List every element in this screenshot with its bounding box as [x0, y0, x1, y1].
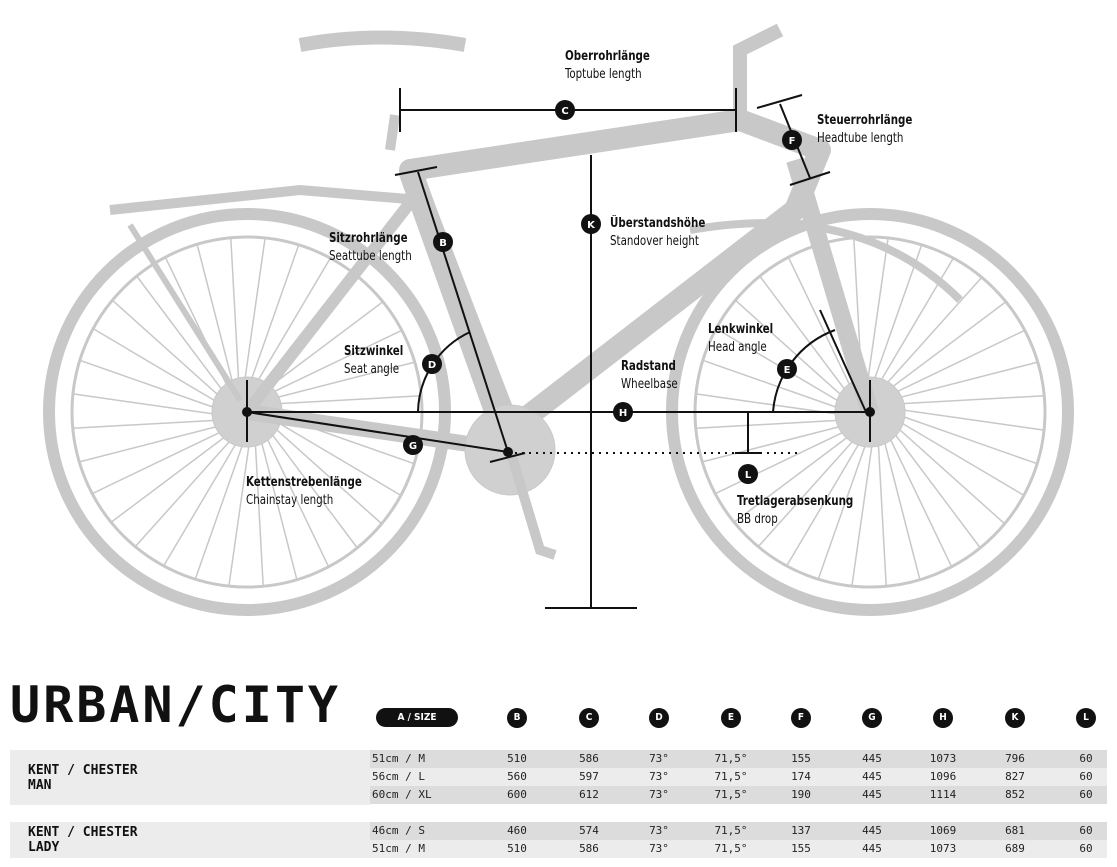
- label-en: Toptube length: [565, 67, 642, 82]
- value-cell: 174: [791, 770, 811, 783]
- label-chainstay: [246, 474, 362, 510]
- label-head-angle: [708, 321, 773, 357]
- label-en: Wheelbase: [621, 377, 678, 392]
- model-name-lady: [28, 825, 138, 855]
- value-cell: 586: [579, 752, 599, 765]
- value-cell: 73°: [649, 752, 669, 765]
- marker-l: [738, 464, 758, 484]
- value-cell: 71,5°: [714, 788, 748, 801]
- spoke: [887, 362, 1038, 401]
- value-cell: 827: [1005, 770, 1025, 783]
- value-cell: 445: [862, 752, 882, 765]
- spoke: [243, 238, 265, 392]
- marker-f: [782, 130, 802, 150]
- label-de: Lenkwinkel: [708, 322, 774, 337]
- label-de: Tretlagerabsenkung: [737, 494, 854, 509]
- marker-g: [403, 435, 423, 455]
- model-variant: MAN: [28, 778, 52, 793]
- value-cell: 510: [507, 752, 527, 765]
- label-en: Headtube length: [817, 131, 904, 146]
- marker-letter: K: [587, 220, 595, 231]
- category-title: URBAN/CITY: [10, 676, 342, 734]
- label-en: Standover height: [610, 234, 699, 249]
- label-en: Seattube length: [329, 249, 412, 264]
- value-cell: 460: [507, 824, 527, 837]
- label-en: Chainstay length: [246, 493, 334, 508]
- spoke: [197, 244, 236, 395]
- label-de: Steuerrohrlänge: [817, 113, 913, 128]
- value-cell: 1096: [929, 770, 957, 783]
- marker-k: [581, 214, 601, 234]
- label-headtube: [817, 112, 912, 148]
- value-cell: 73°: [649, 824, 669, 837]
- marker-b: [433, 232, 453, 252]
- value-cell: 60: [1079, 770, 1093, 783]
- column-header-g: G: [862, 708, 882, 728]
- marker-letter: B: [439, 238, 447, 249]
- label-seattube: [329, 230, 412, 266]
- spoke: [79, 423, 230, 462]
- value-cell: 71,5°: [714, 824, 748, 837]
- marker-d: [422, 354, 442, 374]
- value-cell: 1073: [929, 842, 957, 855]
- table-row: [370, 750, 1107, 768]
- value-cell: 689: [1005, 842, 1025, 855]
- spoke: [852, 432, 874, 586]
- value-cell: 1114: [929, 788, 957, 801]
- label-en: Head angle: [708, 340, 767, 355]
- marker-h: [613, 402, 633, 422]
- value-cell: 71,5°: [714, 842, 748, 855]
- marker-letter: L: [744, 470, 752, 481]
- spoke: [164, 432, 243, 566]
- marker-letter: E: [783, 365, 791, 376]
- value-cell: 586: [579, 842, 599, 855]
- spoke: [702, 423, 853, 462]
- column-header-d: D: [649, 708, 669, 728]
- value-cell: 574: [579, 824, 599, 837]
- spoke: [73, 394, 227, 416]
- model-name-man: [28, 763, 138, 793]
- value-cell: 155: [791, 842, 811, 855]
- value-cell: 60: [1079, 752, 1093, 765]
- label-en: Seat angle: [344, 362, 400, 377]
- size-column-header: A / SIZE: [376, 708, 458, 727]
- size-cell: 51cm / M: [372, 752, 425, 765]
- spoke: [878, 430, 887, 586]
- value-cell: 137: [791, 824, 811, 837]
- model-title: KENT / CHESTER: [28, 825, 138, 840]
- column-header-k: K: [1005, 708, 1025, 728]
- model-title: KENT / CHESTER: [28, 763, 138, 778]
- value-cell: 510: [507, 842, 527, 855]
- label-de: Sitzwinkel: [344, 344, 404, 359]
- value-cell: 560: [507, 770, 527, 783]
- table-row: [370, 840, 1107, 858]
- value-cell: 60: [1079, 824, 1093, 837]
- label-de: Sitzrohrlänge: [329, 231, 408, 246]
- value-cell: 73°: [649, 788, 669, 801]
- spoke: [231, 238, 240, 394]
- model-variant: LADY: [28, 840, 60, 855]
- value-cell: 597: [579, 770, 599, 783]
- value-cell: 445: [862, 770, 882, 783]
- value-cell: 1073: [929, 752, 957, 765]
- marker-letter: C: [561, 106, 569, 117]
- label-bb-drop: [737, 493, 853, 529]
- label-wheelbase: [621, 358, 678, 394]
- label-de: Kettenstrebenlänge: [246, 475, 362, 490]
- label-de: Oberrohrlänge: [565, 49, 650, 64]
- label-de: Überstandshöhe: [610, 216, 706, 231]
- size-cell: 60cm / XL: [372, 788, 432, 801]
- marker-e: [777, 359, 797, 379]
- marker-c: [555, 100, 575, 120]
- spoke: [696, 420, 852, 429]
- value-cell: 60: [1079, 842, 1093, 855]
- size-cell: 51cm / M: [372, 842, 425, 855]
- value-cell: 600: [507, 788, 527, 801]
- value-cell: 445: [862, 788, 882, 801]
- table-row: [370, 786, 1107, 804]
- size-cell: 56cm / L: [372, 770, 425, 783]
- value-cell: 796: [1005, 752, 1025, 765]
- column-header-b: B: [507, 708, 527, 728]
- marker-letter: F: [788, 136, 796, 147]
- spoke: [890, 416, 1024, 495]
- value-cell: 71,5°: [714, 770, 748, 783]
- marker-letter: D: [427, 360, 437, 371]
- spoke: [890, 408, 1044, 430]
- label-en: BB drop: [737, 512, 778, 527]
- table-row: [370, 822, 1107, 840]
- value-cell: 155: [791, 752, 811, 765]
- value-cell: 60: [1079, 788, 1093, 801]
- value-cell: 852: [1005, 788, 1025, 801]
- marker-letter: G: [408, 441, 418, 452]
- column-header-h: H: [933, 708, 953, 728]
- label-standover: [610, 215, 705, 251]
- value-cell: 445: [862, 824, 882, 837]
- value-cell: 73°: [649, 842, 669, 855]
- value-cell: 612: [579, 788, 599, 801]
- column-header-l: L: [1076, 708, 1096, 728]
- value-cell: 445: [862, 842, 882, 855]
- table-row: [370, 768, 1107, 786]
- spoke: [881, 429, 920, 580]
- spoke: [93, 329, 227, 408]
- spoke: [265, 396, 421, 405]
- column-header-f: F: [791, 708, 811, 728]
- marker-letter: H: [618, 408, 628, 419]
- column-header-e: E: [721, 708, 741, 728]
- spoke: [888, 396, 1044, 405]
- value-cell: 1069: [929, 824, 957, 837]
- size-cell: 46cm / S: [372, 824, 425, 837]
- value-cell: 73°: [649, 770, 669, 783]
- label-toptube: [565, 48, 650, 84]
- dimension-lines: [247, 88, 870, 608]
- column-header-c: C: [579, 708, 599, 728]
- spoke: [866, 238, 888, 392]
- spoke: [73, 420, 229, 429]
- value-cell: 681: [1005, 824, 1025, 837]
- value-cell: 71,5°: [714, 752, 748, 765]
- label-de: Radstand: [621, 359, 676, 374]
- value-cell: 190: [791, 788, 811, 801]
- label-seat-angle: [344, 343, 403, 379]
